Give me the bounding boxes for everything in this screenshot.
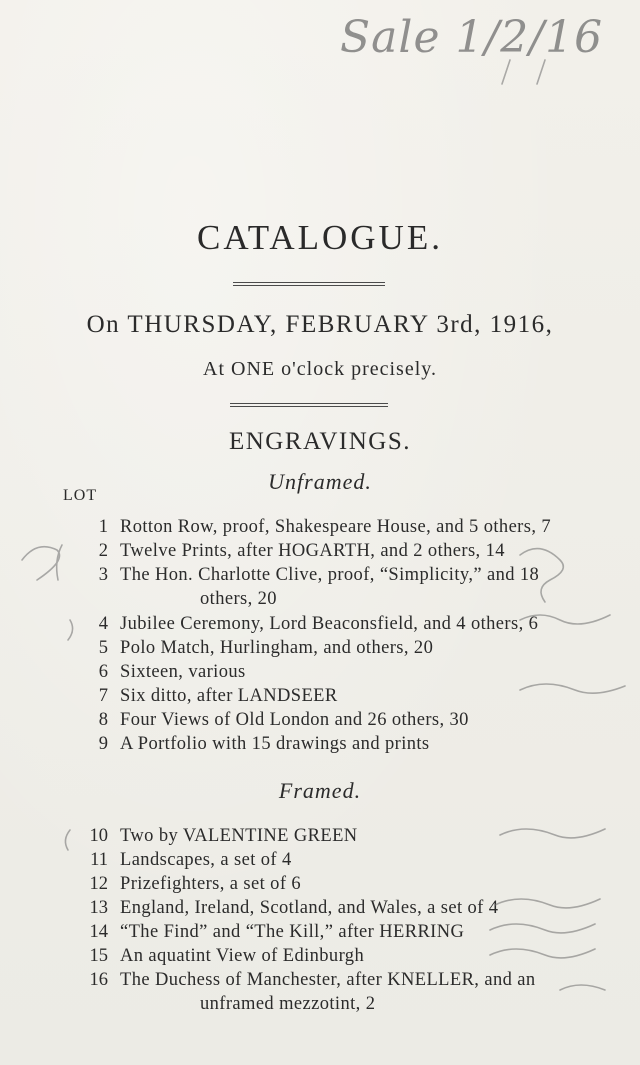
sale-date: On THURSDAY, FEBRUARY 3rd, 1916, bbox=[86, 311, 554, 338]
lot-number: 10 bbox=[89, 826, 108, 846]
lot-description: England, Ireland, Scotland, and Wales, a set of 4 bbox=[120, 898, 499, 918]
lot-item bbox=[0, 614, 640, 636]
lot-description: “The Find” and “The Kill,” after HERRING bbox=[120, 922, 465, 942]
lot-number: 13 bbox=[89, 898, 108, 918]
lot-column-header: LOT bbox=[63, 487, 98, 504]
lot-item bbox=[0, 734, 640, 756]
pencil-squiggle-mark bbox=[502, 60, 510, 84]
lot-item bbox=[0, 662, 640, 684]
lot-item bbox=[0, 541, 640, 563]
lot-item bbox=[0, 874, 640, 896]
lot-item bbox=[0, 638, 640, 660]
lot-number: 6 bbox=[98, 662, 108, 682]
lot-number: 4 bbox=[98, 614, 108, 634]
lot-number: 8 bbox=[98, 710, 108, 730]
lot-description: Four Views of Old London and 26 others, 30 bbox=[120, 710, 469, 730]
handwritten-sale-note: Sale 1/2/16 bbox=[340, 12, 604, 63]
lot-description: An aquatint View of Edinburgh bbox=[120, 946, 365, 966]
lot-item bbox=[0, 970, 640, 992]
lot-item bbox=[0, 517, 640, 539]
lot-description-continuation: unframed mezzotint, 2 bbox=[200, 994, 376, 1014]
lot-number: 7 bbox=[98, 686, 108, 706]
lot-number: 9 bbox=[98, 734, 108, 754]
lot-number: 11 bbox=[90, 850, 108, 870]
lot-number: 3 bbox=[98, 565, 108, 585]
lot-number: 12 bbox=[89, 874, 108, 894]
lot-number: 1 bbox=[98, 517, 108, 537]
lot-description: A Portfolio with 15 drawings and prints bbox=[120, 734, 430, 754]
lot-description: Polo Match, Hurlingham, and others, 20 bbox=[120, 638, 434, 658]
section-heading-engravings: ENGRAVINGS. bbox=[228, 428, 412, 455]
lot-item bbox=[0, 686, 640, 708]
lot-item bbox=[0, 710, 640, 732]
lot-item bbox=[0, 946, 640, 968]
lot-number: 2 bbox=[98, 541, 108, 561]
lot-description-continuation: others, 20 bbox=[200, 589, 277, 609]
subsection-heading-framed: Framed. bbox=[278, 778, 362, 803]
lot-description: Six ditto, after LANDSEER bbox=[120, 686, 338, 706]
title-divider bbox=[233, 282, 385, 286]
lot-item bbox=[0, 850, 640, 872]
lot-description: Rotton Row, proof, Shakespeare House, and 5 others, 7 bbox=[120, 517, 552, 537]
lot-number: 14 bbox=[89, 922, 108, 942]
catalogue-title: CATALOGUE. bbox=[197, 218, 443, 257]
lot-description: The Hon. Charlotte Clive, proof, “Simplicity,” and 18 bbox=[120, 565, 540, 585]
lot-number: 5 bbox=[98, 638, 108, 658]
lot-item bbox=[0, 565, 640, 587]
lot-item bbox=[0, 922, 640, 944]
lot-item bbox=[0, 898, 640, 920]
lot-description: Prizefighters, a set of 6 bbox=[120, 874, 302, 894]
lot-item bbox=[0, 826, 640, 848]
lot-description: Jubilee Ceremony, Lord Beaconsfield, and 4 others, 6 bbox=[120, 614, 539, 634]
sale-time: At ONE o'clock precisely. bbox=[203, 358, 437, 380]
lot-number: 15 bbox=[89, 946, 108, 966]
lot-description: The Duchess of Manchester, after KNELLER, and an bbox=[120, 970, 536, 990]
lot-description: Sixteen, various bbox=[120, 662, 246, 682]
subsection-heading-unframed: Unframed. bbox=[268, 469, 372, 494]
lot-number: 16 bbox=[89, 970, 108, 990]
pencil-squiggle-mark bbox=[537, 60, 545, 84]
lot-description: Twelve Prints, after HOGARTH, and 2 others, 14 bbox=[120, 541, 505, 561]
lot-description: Two by VALENTINE GREEN bbox=[120, 826, 358, 846]
date-divider bbox=[230, 403, 388, 407]
lot-description: Landscapes, a set of 4 bbox=[120, 850, 292, 870]
